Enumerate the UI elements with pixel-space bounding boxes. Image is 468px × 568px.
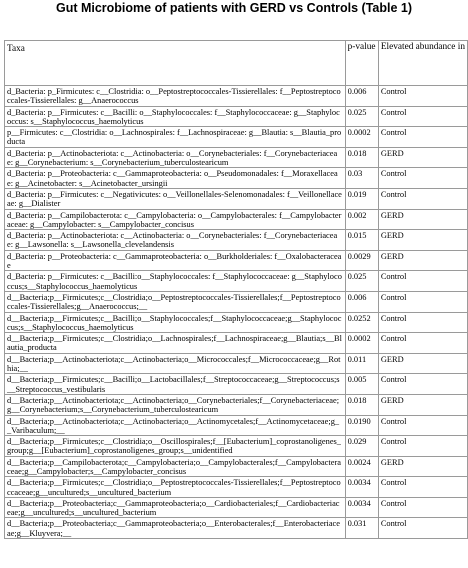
pvalue-cell: 0.002: [345, 209, 378, 230]
table-row: [5, 497, 468, 518]
table-row: [5, 456, 468, 477]
table-row: [5, 168, 468, 189]
taxa-cell: d__Bacteria;p__Firmicutes;c__Clostridia;o__Peptostreptococcales-Tissierellales;f__Peptostreptococcaceae;g__uncultured;s__uncultured_bacterium: [5, 477, 346, 498]
elevated-group-cell: GERD: [378, 456, 467, 477]
table-row: [5, 271, 468, 292]
table-body: [5, 86, 468, 539]
pvalue-cell: 0.006: [345, 86, 378, 107]
taxa-cell: d__Bacteria;p__Actinobacteriota;c__Actinobacteria;o__Actinomycetales;f__Actinomycetaceae;g__Varibaculum;__: [5, 415, 346, 436]
elevated-group-cell: Control: [378, 415, 467, 436]
taxa-cell: d_Bacteria: p__Firmicutes: c__Bacilli:o__Staphylococcales: f__Staphylococcaceae: g__Staphylococcus;s__Staphylococcus_haemolyticus: [5, 271, 346, 292]
table-title: Gut Microbiome of patients with GERD vs Controls (Table 1): [55, 1, 413, 15]
pvalue-cell: 0.025: [345, 271, 378, 292]
elevated-group-cell: Control: [378, 518, 467, 539]
table-row: [5, 106, 468, 127]
taxa-cell: d_Bacteria: p__Actinobacteriota: c__Actinobacteria: o__Corynebacteriales: f__Corynebacteriaceae: g__Lawsonella: s__Lawsonella_clevelandensis: [5, 230, 346, 251]
elevated-group-cell: GERD: [378, 230, 467, 251]
taxa-cell: d__Bacteria;p__Firmicutes;c__Bacilli;o__Lactobacillales;f__Streptococcaceae;g__Streptococcus;s__Streptococcus_vestibularis: [5, 374, 346, 395]
pvalue-cell: 0.0034: [345, 477, 378, 498]
taxa-cell: d__Bacteria;p__Firmicutes;c__Clostridia;o__Lachnospirales;f__Lachnospiraceae;g__Blautia;s__Blautia_producta: [5, 333, 346, 354]
table-row: [5, 291, 468, 312]
elevated-group-cell: Control: [378, 374, 467, 395]
table-row: [5, 436, 468, 457]
pvalue-cell: 0.0002: [345, 333, 378, 354]
elevated-group-cell: GERD: [378, 209, 467, 230]
table-row: [5, 415, 468, 436]
pvalue-cell: 0.0002: [345, 127, 378, 148]
elevated-group-cell: GERD: [378, 353, 467, 374]
taxa-cell: d_Bacteria: p__Firmicutes: c__Bacilli: o__Staphylococcales: f__Staphylococcaceae: g__Staphylococcus: s__Staphylococcus_haemolyticus: [5, 106, 346, 127]
header-row: [5, 41, 468, 86]
pvalue-cell: 0.018: [345, 394, 378, 415]
pvalue-cell: 0.0190: [345, 415, 378, 436]
pvalue-cell: 0.025: [345, 106, 378, 127]
table-row: [5, 333, 468, 354]
table-row: [5, 209, 468, 230]
taxa-cell: d__Bacteria;p__Campilobacterota;c__Campylobacteria;o__Campylobacterales;f__Campylobacteraceae;g__Campylobacter;s__Campylobacter_concisus: [5, 456, 346, 477]
elevated-group-cell: Control: [378, 291, 467, 312]
table-row: [5, 230, 468, 251]
elevated-group-cell: Control: [378, 333, 467, 354]
pvalue-cell: 0.031: [345, 518, 378, 539]
table-row: [5, 374, 468, 395]
pvalue-cell: 0.03: [345, 168, 378, 189]
elevated-group-cell: Control: [378, 86, 467, 107]
taxa-cell: d_Bacteria: p_Firmicutes: c__Clostridia: o__Peptostreptococcales-Tissierellales: f__Peptostreptococcales-Tissierellales: g__Anaerococcus: [5, 86, 346, 107]
taxa-cell: d_Bacteria: p__Proteobacteria: c__Gammaproteobacteria: o__Burkholderiales: f__Oxalobacteraceae: [5, 250, 346, 271]
taxa-cell: d__Bacteria;p__Firmicutes;c__Bacilli;o__Staphylococcales;f__Staphylococcaceae;g__Staphylococcus;s__Staphylococcus_haemolyticus: [5, 312, 346, 333]
elevated-group-cell: Control: [378, 188, 467, 209]
table-row: [5, 353, 468, 374]
taxa-column-header: Taxa: [5, 41, 346, 86]
pvalue-cell: 0.015: [345, 230, 378, 251]
table-row: [5, 147, 468, 168]
pvalue-cell: 0.0029: [345, 250, 378, 271]
pvalue-cell: 0.0024: [345, 456, 378, 477]
elevated-group-cell: Control: [378, 106, 467, 127]
taxa-cell: d__Bacteria;p__Proteobacteria;c__Gammaproteobacteria;o__Enterobacterales;f__Enterobacteriaceae;g__Kluyvera;__: [5, 518, 346, 539]
taxa-cell: d_Bacteria: p__Proteobacteria: c__Gammaproteobacteria: o__Pseudomonadales: f__Moraxellaceae: g__Acinetobacter: s__Acinetobacter_ursingii: [5, 168, 346, 189]
table-row: [5, 86, 468, 107]
elevated-group-cell: Control: [378, 477, 467, 498]
elevated-group-cell: Control: [378, 271, 467, 292]
table-row: [5, 477, 468, 498]
table-row: [5, 312, 468, 333]
taxa-cell: d_Bacteria: p__Campilobacterota: c__Campylobacteria: o__Campylobacterales: f__Campylobacteraceae: g__Campylobacter: s__Campylobacter_concisus: [5, 209, 346, 230]
pvalue-cell: 0.011: [345, 353, 378, 374]
elevated-group-cell: GERD: [378, 147, 467, 168]
table-row: [5, 127, 468, 148]
taxa-cell: d_Bacteria: p__Firmicutes: c__Negativicutes: o__Veillonellales-Selenomonadales: f__Veillonellaceae: g__Dialister: [5, 188, 346, 209]
elevated-group-cell: Control: [378, 436, 467, 457]
taxa-cell: d__Bacteria;p__Actinobacteriota;c__Actinobacteria;o__Corynebacteriales;f__Corynebacteriaceae;g__Corynebacterium;s__Corynebacterium_tuberculostearicum: [5, 394, 346, 415]
taxa-cell: d__Bacteria;p__Proteobacteria;c__Gammaproteobacteria;o__Cardiobacteriales;f__Cardiobacteriaceae;g__uncultured;s__uncultured_bacterium: [5, 497, 346, 518]
elevated-group-cell: Control: [378, 312, 467, 333]
elevated-group-cell: Control: [378, 127, 467, 148]
elevated-column-header: Elevated abundance in: [378, 41, 467, 86]
pvalue-cell: 0.019: [345, 188, 378, 209]
taxa-cell: d_Bacteria: p__Actinobacteriota: c__Actinobacteria: o__Corynebacteriales: f__Corynebacteriaceae: g__Corynebacterium: s__Corynebacterium_tuberculostearicum: [5, 147, 346, 168]
pvalue-cell: 0.029: [345, 436, 378, 457]
elevated-group-cell: Control: [378, 497, 467, 518]
pvalue-cell: 0.018: [345, 147, 378, 168]
pvalue-cell: 0.006: [345, 291, 378, 312]
table-row: [5, 250, 468, 271]
pvalue-cell: 0.005: [345, 374, 378, 395]
table-row: [5, 518, 468, 539]
results-table: [4, 40, 468, 539]
table-header: [5, 41, 468, 86]
pvalue-cell: 0.0034: [345, 497, 378, 518]
table-row: [5, 394, 468, 415]
table-row: [5, 188, 468, 209]
elevated-group-cell: Control: [378, 168, 467, 189]
elevated-group-cell: GERD: [378, 250, 467, 271]
taxa-cell: d__Bacteria;p__Firmicutes;c__Clostridia;o__Peptostreptococcales-Tissierellales;f__Peptostreptococcales-Tissierellales;g__Anaerococcus;__: [5, 291, 346, 312]
taxa-cell: p__Firmicutes: c__Clostridia: o__Lachnospirales: f__Lachnospiraceae: g__Blautia: s__Blautia_producta: [5, 127, 346, 148]
elevated-group-cell: GERD: [378, 394, 467, 415]
taxa-cell: d__Bacteria;p__Actinobacteriota;c__Actinobacteria;o__Micrococcales;f__Micrococcaceae;g__Rothia;__: [5, 353, 346, 374]
pvalue-cell: 0.0252: [345, 312, 378, 333]
pvalue-column-header: p-value: [345, 41, 378, 86]
taxa-cell: d__Bacteria;p__Firmicutes;c__Clostridia;o__Oscillospirales;f__[Eubacterium]_coprostanoligenes_group;g__[Eubacterium]_coprostanoligenes_group;s__unidentified: [5, 436, 346, 457]
